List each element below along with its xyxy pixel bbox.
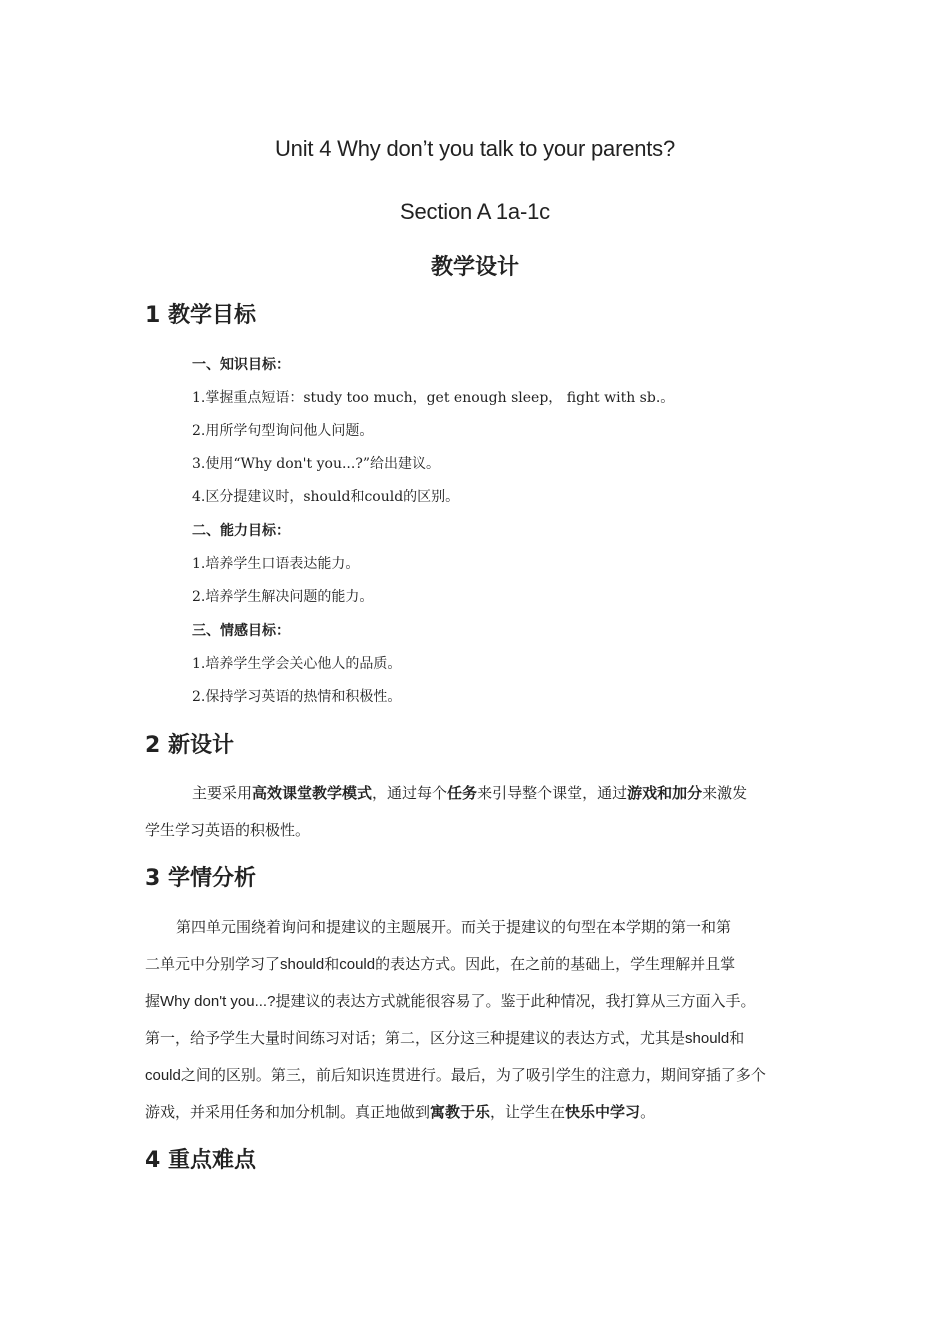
bold-text: 寓教于乐 bbox=[430, 1103, 491, 1121]
analysis-paragraph-line bbox=[145, 990, 825, 1011]
analysis-paragraph-line bbox=[145, 953, 825, 974]
text-run: 提建议的表达方式就能很容易了。鉴于此种情况，我打算从三方面入手。 bbox=[275, 992, 756, 1010]
bold-text: 高效课堂教学模式 bbox=[252, 784, 373, 802]
section-heading-2: 2 新设计 bbox=[145, 733, 234, 758]
text-run: ，让学生在 bbox=[490, 1103, 566, 1121]
text-run: should bbox=[685, 1030, 730, 1047]
bold-text: 游戏和加分 bbox=[627, 784, 703, 802]
text-run: 来激发 bbox=[702, 784, 748, 802]
bold-text: 任务 bbox=[447, 784, 478, 802]
text-run: ，通过每个 bbox=[372, 784, 448, 802]
text-run: 第一，给予学生大量时间练习对话；第二，区分这三种提建议的表达方式，尤其是 bbox=[145, 1029, 686, 1047]
emotion-goal-item: 1.培养学生学会关心他人的品质。 bbox=[192, 656, 402, 672]
design-paragraph-line bbox=[192, 782, 872, 803]
text-run: 游戏，并采用任务和加分机制。真正地做到 bbox=[145, 1103, 431, 1121]
section-heading-3: 3 学情分析 bbox=[145, 866, 256, 891]
section-heading-4: 4 重点难点 bbox=[145, 1148, 256, 1173]
text-run: 握 bbox=[145, 992, 161, 1010]
section-heading-1: 1 教学目标 bbox=[145, 303, 256, 328]
document-subtitle: Section A 1a-1c bbox=[400, 199, 550, 224]
document-title: Unit 4 Why don’t you talk to your parents? bbox=[274, 136, 676, 161]
text-run: 之间的区别。第三，前后知识连贯进行。最后，为了吸引学生的注意力，期间穿插了多个 bbox=[180, 1066, 766, 1084]
emotion-goals-label: 三、情感目标： bbox=[192, 623, 290, 639]
emotion-goal-item: 2.保持学习英语的热情和积极性。 bbox=[192, 689, 402, 705]
text-run: Why don't you...? bbox=[160, 993, 276, 1010]
analysis-paragraph-line bbox=[145, 1064, 825, 1085]
text-run: 二单元中分别学习了 bbox=[145, 955, 281, 973]
text-run: could bbox=[339, 956, 376, 973]
ability-goals-label: 二、能力目标： bbox=[192, 523, 290, 539]
document-subtitle-cn: 教学设计 bbox=[430, 255, 519, 280]
bold-text: 快乐中学习 bbox=[565, 1103, 641, 1121]
text-run: 主要采用 bbox=[192, 784, 253, 802]
text-run: 和 bbox=[729, 1029, 745, 1047]
analysis-paragraph-line bbox=[145, 1027, 825, 1048]
analysis-paragraph-line: 第四单元围绕着询问和提建议的主题展开。而关于提建议的句型在本学期的第一和第 bbox=[176, 918, 732, 936]
knowledge-goal-item: 1.掌握重点短语：study too much，get enough sleep， fight with sb.。 bbox=[192, 390, 675, 406]
knowledge-goals-label: 一、知识目标： bbox=[192, 357, 290, 373]
ability-goal-item: 1.培养学生口语表达能力。 bbox=[192, 556, 360, 572]
knowledge-goal-item: 3.使用“Why don't you...?”给出建议。 bbox=[192, 456, 440, 472]
text-run: 。 bbox=[640, 1103, 656, 1121]
knowledge-goal-item: 2.用所学句型询问他人问题。 bbox=[192, 423, 374, 439]
text-run: 和 bbox=[324, 955, 340, 973]
text-run: 的表达方式。因此，在之前的基础上，学生理解并且掌 bbox=[375, 955, 736, 973]
text-run: should bbox=[280, 956, 325, 973]
knowledge-goal-item: 4.区分提建议时，should和could的区别。 bbox=[192, 489, 460, 505]
text-run: 来引导整个课堂，通过 bbox=[477, 784, 628, 802]
ability-goal-item: 2.培养学生解决问题的能力。 bbox=[192, 589, 374, 605]
analysis-paragraph-line bbox=[145, 1101, 825, 1122]
text-run: could bbox=[145, 1067, 181, 1084]
design-paragraph-line: 学生学习英语的积极性。 bbox=[145, 821, 311, 839]
